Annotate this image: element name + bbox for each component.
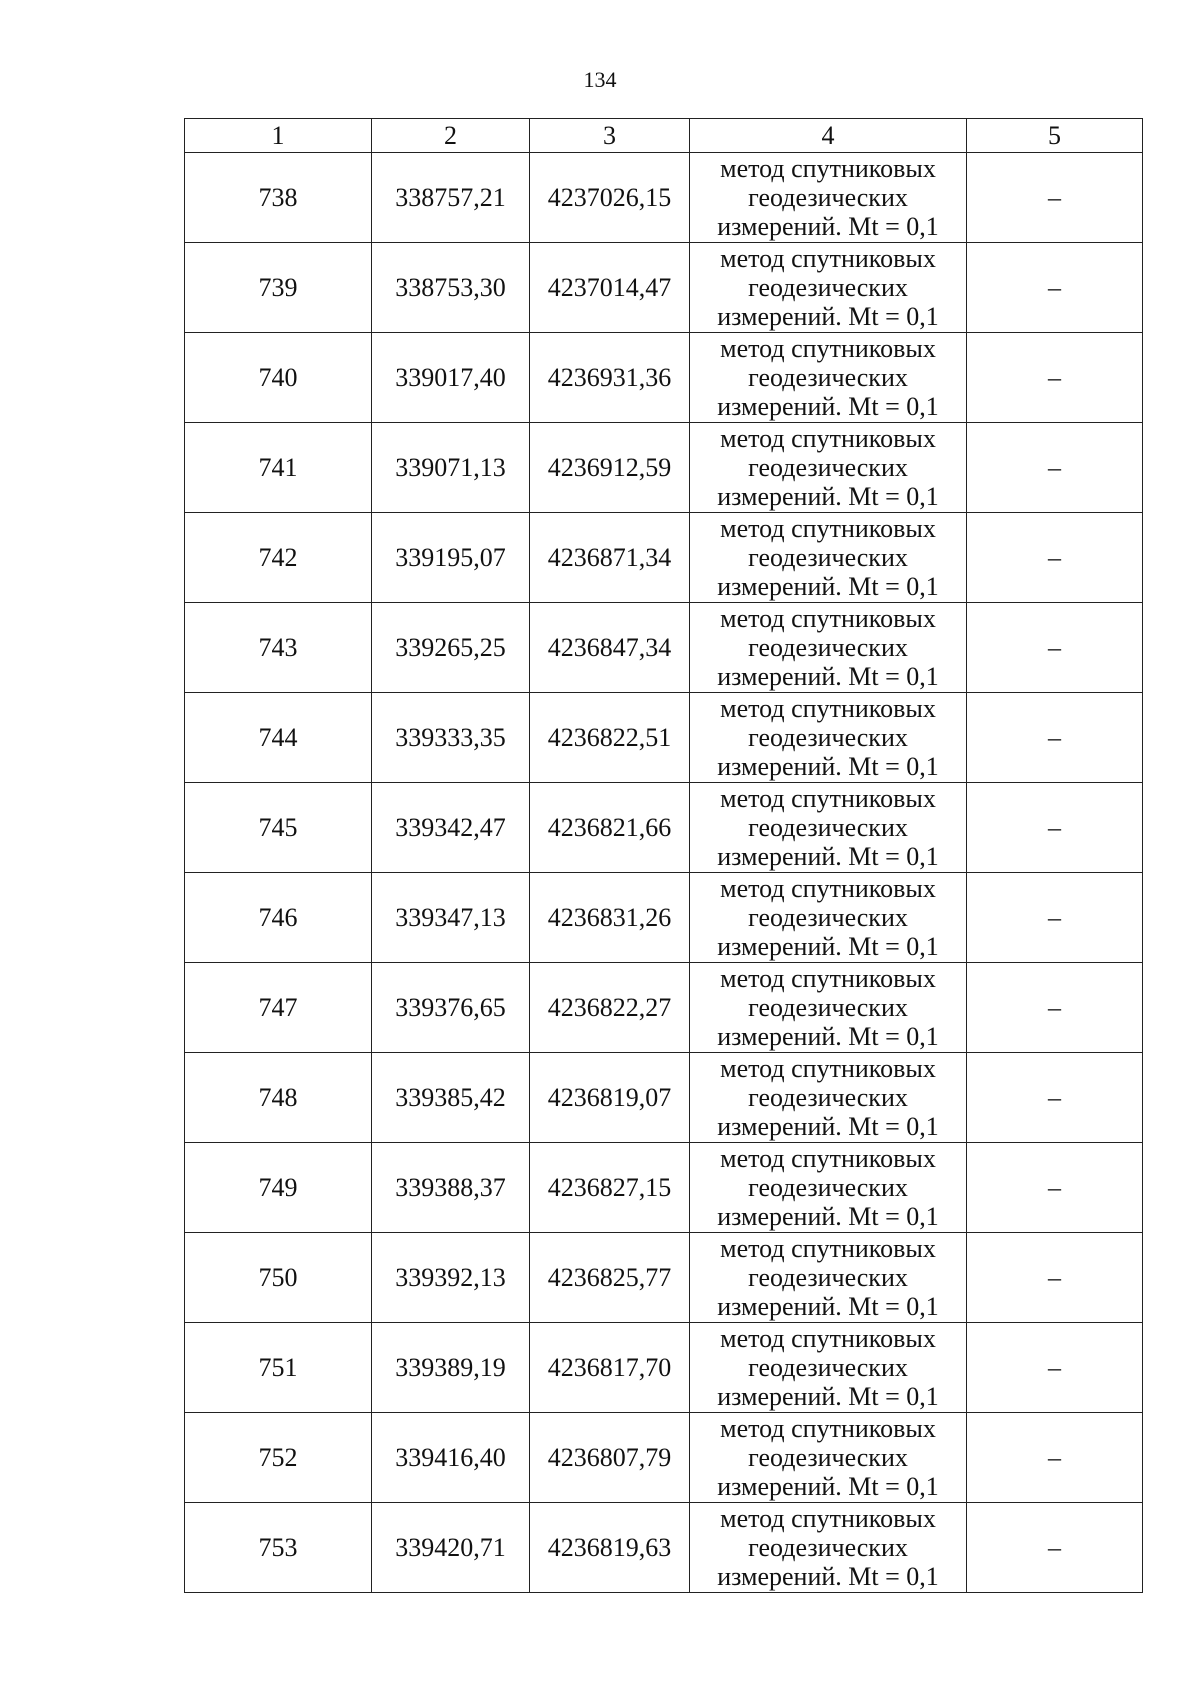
method-line: метод спутниковых bbox=[720, 964, 936, 993]
y-coordinate-cell: 4237026,15 bbox=[530, 153, 690, 243]
method-line: измерений. Mt = 0,1 bbox=[717, 1292, 939, 1321]
note-cell: – bbox=[967, 1413, 1143, 1503]
method-cell bbox=[690, 333, 967, 423]
point-number-cell: 742 bbox=[185, 513, 372, 603]
method-cell bbox=[690, 1143, 967, 1233]
method-line: геодезических bbox=[748, 273, 908, 302]
note-cell: – bbox=[967, 1323, 1143, 1413]
method-line: геодезических bbox=[748, 1083, 908, 1112]
method-line: метод спутниковых bbox=[720, 604, 936, 633]
x-coordinate-cell: 339342,47 bbox=[372, 783, 530, 873]
y-coordinate-cell: 4236827,15 bbox=[530, 1143, 690, 1233]
x-coordinate-cell: 339195,07 bbox=[372, 513, 530, 603]
point-number-cell: 740 bbox=[185, 333, 372, 423]
x-coordinate-cell: 339333,35 bbox=[372, 693, 530, 783]
method-line: геодезических bbox=[748, 1173, 908, 1202]
table-row bbox=[185, 1503, 1143, 1593]
header-cell-5: 5 bbox=[967, 119, 1143, 153]
table-row bbox=[185, 333, 1143, 423]
point-number-cell: 748 bbox=[185, 1053, 372, 1143]
x-coordinate-cell: 338753,30 bbox=[372, 243, 530, 333]
x-coordinate-cell: 339416,40 bbox=[372, 1413, 530, 1503]
method-cell bbox=[690, 783, 967, 873]
point-number-cell: 749 bbox=[185, 1143, 372, 1233]
y-coordinate-cell: 4236807,79 bbox=[530, 1413, 690, 1503]
y-coordinate-cell: 4236821,66 bbox=[530, 783, 690, 873]
y-coordinate-cell: 4236819,07 bbox=[530, 1053, 690, 1143]
method-line: геодезических bbox=[748, 363, 908, 392]
x-coordinate-cell: 338757,21 bbox=[372, 153, 530, 243]
point-number-cell: 751 bbox=[185, 1323, 372, 1413]
table-row bbox=[185, 783, 1143, 873]
note-cell: – bbox=[967, 693, 1143, 783]
method-line: измерений. Mt = 0,1 bbox=[717, 662, 939, 691]
method-line: измерений. Mt = 0,1 bbox=[717, 302, 939, 331]
method-line: измерений. Mt = 0,1 bbox=[717, 572, 939, 601]
method-line: метод спутниковых bbox=[720, 1144, 936, 1173]
method-cell bbox=[690, 153, 967, 243]
method-line: метод спутниковых bbox=[720, 1054, 936, 1083]
method-cell bbox=[690, 243, 967, 333]
point-number-cell: 741 bbox=[185, 423, 372, 513]
method-cell bbox=[690, 603, 967, 693]
note-cell: – bbox=[967, 333, 1143, 423]
y-coordinate-cell: 4236822,51 bbox=[530, 693, 690, 783]
point-number-cell: 744 bbox=[185, 693, 372, 783]
x-coordinate-cell: 339265,25 bbox=[372, 603, 530, 693]
table-row bbox=[185, 873, 1143, 963]
table-row bbox=[185, 1323, 1143, 1413]
method-line: метод спутниковых bbox=[720, 784, 936, 813]
method-line: измерений. Mt = 0,1 bbox=[717, 392, 939, 421]
x-coordinate-cell: 339420,71 bbox=[372, 1503, 530, 1593]
method-line: геодезических bbox=[748, 453, 908, 482]
method-line: измерений. Mt = 0,1 bbox=[717, 1472, 939, 1501]
table-row bbox=[185, 153, 1143, 243]
note-cell: – bbox=[967, 1143, 1143, 1233]
point-number-cell: 753 bbox=[185, 1503, 372, 1593]
method-cell bbox=[690, 1503, 967, 1593]
table-row bbox=[185, 1233, 1143, 1323]
y-coordinate-cell: 4236931,36 bbox=[530, 333, 690, 423]
x-coordinate-cell: 339385,42 bbox=[372, 1053, 530, 1143]
point-number-cell: 747 bbox=[185, 963, 372, 1053]
y-coordinate-cell: 4236912,59 bbox=[530, 423, 690, 513]
method-line: метод спутниковых bbox=[720, 874, 936, 903]
table-row bbox=[185, 423, 1143, 513]
method-line: измерений. Mt = 0,1 bbox=[717, 212, 939, 241]
y-coordinate-cell: 4236831,26 bbox=[530, 873, 690, 963]
y-coordinate-cell: 4236819,63 bbox=[530, 1503, 690, 1593]
point-number-cell: 738 bbox=[185, 153, 372, 243]
header-cell-4: 4 bbox=[690, 119, 967, 153]
y-coordinate-cell: 4236847,34 bbox=[530, 603, 690, 693]
note-cell: – bbox=[967, 153, 1143, 243]
method-line: метод спутниковых bbox=[720, 1234, 936, 1263]
method-line: метод спутниковых bbox=[720, 694, 936, 723]
x-coordinate-cell: 339388,37 bbox=[372, 1143, 530, 1233]
table-row bbox=[185, 693, 1143, 783]
method-cell bbox=[690, 1053, 967, 1143]
method-line: измерений. Mt = 0,1 bbox=[717, 482, 939, 511]
method-line: геодезических bbox=[748, 183, 908, 212]
method-line: измерений. Mt = 0,1 bbox=[717, 1202, 939, 1231]
method-cell bbox=[690, 1323, 967, 1413]
method-line: метод спутниковых bbox=[720, 514, 936, 543]
point-number-cell: 752 bbox=[185, 1413, 372, 1503]
page-number: 134 bbox=[583, 67, 617, 92]
x-coordinate-cell: 339376,65 bbox=[372, 963, 530, 1053]
point-number-cell: 745 bbox=[185, 783, 372, 873]
method-line: геодезических bbox=[748, 1353, 908, 1382]
method-line: метод спутниковых bbox=[720, 1504, 936, 1533]
table-row bbox=[185, 1053, 1143, 1143]
point-number-cell: 739 bbox=[185, 243, 372, 333]
method-line: геодезических bbox=[748, 633, 908, 662]
note-cell: – bbox=[967, 1503, 1143, 1593]
method-line: геодезических bbox=[748, 993, 908, 1022]
point-number-cell: 743 bbox=[185, 603, 372, 693]
method-line: измерений. Mt = 0,1 bbox=[717, 932, 939, 961]
method-cell bbox=[690, 513, 967, 603]
point-number-cell: 746 bbox=[185, 873, 372, 963]
method-cell bbox=[690, 873, 967, 963]
x-coordinate-cell: 339392,13 bbox=[372, 1233, 530, 1323]
y-coordinate-cell: 4236871,34 bbox=[530, 513, 690, 603]
method-line: измерений. Mt = 0,1 bbox=[717, 842, 939, 871]
method-line: измерений. Mt = 0,1 bbox=[717, 1562, 939, 1591]
x-coordinate-cell: 339071,13 bbox=[372, 423, 530, 513]
y-coordinate-cell: 4236822,27 bbox=[530, 963, 690, 1053]
table-row bbox=[185, 243, 1143, 333]
table-row bbox=[185, 963, 1143, 1053]
method-line: геодезических bbox=[748, 543, 908, 572]
point-number-cell: 750 bbox=[185, 1233, 372, 1323]
table-row bbox=[185, 513, 1143, 603]
method-line: геодезических bbox=[748, 1263, 908, 1292]
note-cell: – bbox=[967, 1053, 1143, 1143]
method-line: геодезических bbox=[748, 903, 908, 932]
note-cell: – bbox=[967, 1233, 1143, 1323]
method-cell bbox=[690, 693, 967, 783]
table-row bbox=[185, 603, 1143, 693]
y-coordinate-cell: 4236825,77 bbox=[530, 1233, 690, 1323]
note-cell: – bbox=[967, 963, 1143, 1053]
header-cell-2: 2 bbox=[372, 119, 530, 153]
method-line: геодезических bbox=[748, 813, 908, 842]
header-cell-1: 1 bbox=[185, 119, 372, 153]
method-line: измерений. Mt = 0,1 bbox=[717, 1382, 939, 1411]
method-line: измерений. Mt = 0,1 bbox=[717, 1112, 939, 1141]
header-row bbox=[185, 119, 1143, 153]
method-line: геодезических bbox=[748, 723, 908, 752]
note-cell: – bbox=[967, 513, 1143, 603]
method-cell bbox=[690, 963, 967, 1053]
method-line: метод спутниковых bbox=[720, 154, 936, 183]
y-coordinate-cell: 4237014,47 bbox=[530, 243, 690, 333]
method-line: метод спутниковых bbox=[720, 334, 936, 363]
method-line: метод спутниковых bbox=[720, 244, 936, 273]
note-cell: – bbox=[967, 243, 1143, 333]
method-line: геодезических bbox=[748, 1443, 908, 1472]
table-body bbox=[185, 119, 1143, 1593]
note-cell: – bbox=[967, 873, 1143, 963]
method-line: измерений. Mt = 0,1 bbox=[717, 1022, 939, 1051]
method-line: геодезических bbox=[748, 1533, 908, 1562]
method-line: метод спутниковых bbox=[720, 424, 936, 453]
header-cell-3: 3 bbox=[530, 119, 690, 153]
method-line: метод спутниковых bbox=[720, 1414, 936, 1443]
method-cell bbox=[690, 1413, 967, 1503]
x-coordinate-cell: 339347,13 bbox=[372, 873, 530, 963]
method-line: метод спутниковых bbox=[720, 1324, 936, 1353]
x-coordinate-cell: 339017,40 bbox=[372, 333, 530, 423]
method-cell bbox=[690, 1233, 967, 1323]
y-coordinate-cell: 4236817,70 bbox=[530, 1323, 690, 1413]
note-cell: – bbox=[967, 603, 1143, 693]
table-row bbox=[185, 1143, 1143, 1233]
note-cell: – bbox=[967, 783, 1143, 873]
coordinates-table bbox=[184, 118, 1143, 1593]
table-row bbox=[185, 1413, 1143, 1503]
x-coordinate-cell: 339389,19 bbox=[372, 1323, 530, 1413]
method-line: измерений. Mt = 0,1 bbox=[717, 752, 939, 781]
note-cell: – bbox=[967, 423, 1143, 513]
method-cell bbox=[690, 423, 967, 513]
